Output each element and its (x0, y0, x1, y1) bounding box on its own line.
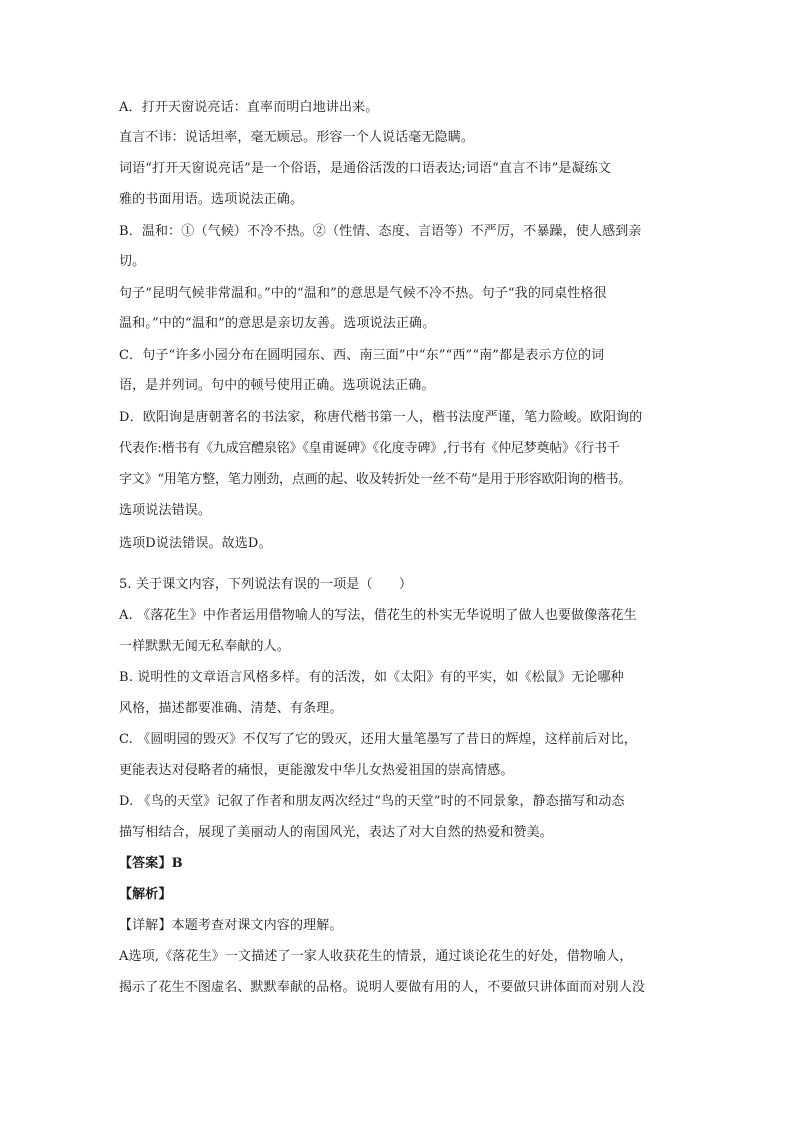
option-a: A. 《落花生》中作者运用借物喻人的写法，借花生的朴实无华说明了做人也要做像落花生 (119, 608, 637, 623)
text-line: 切。 (119, 254, 146, 269)
text-line: 选项D说法错误。故选D。 (119, 536, 272, 551)
text-line: 更能表达对侵略者的痛恨，更能激发中华儿女热爱祖国的崇高情感。 (119, 763, 514, 778)
text-line: A．打开天窗说亮话：直率而明白地讲出来。 (119, 100, 379, 115)
text-line: 描写相结合，展现了美丽动人的南国风光，表达了对大自然的热爱和赞美。 (119, 825, 553, 840)
text-line: 词语“打开天窗说亮话”是一个俗语，是通俗活泼的口语表达;词语“直言不讳”是凝练文 (119, 161, 611, 176)
text-line: D．欧阳询是唐朝著名的书法家，称唐代楷书第一人，楷书法度严谨，笔力险峻。欧阳询的 (119, 410, 643, 425)
text-line: B．温和：①（气候）不冷不热。②（性情、态度、言语等）不严厉，不暴躁，使人感到亲 (119, 224, 642, 239)
text-line: 代表作:楷书有《九成宫醴泉铭》《皇甫诞碑》《化度寺碑》,行书有《仲尼梦奠帖》《行书千 (119, 441, 620, 456)
text-line: 选项说法错误。 (119, 503, 212, 518)
question-stem: 5. 关于课文内容，下列说法有误的一项是（ ） (119, 577, 413, 592)
option-c: C. 《圆明园的毁灭》不仅写了它的毁灭，还用大量笔墨写了昔日的辉煌，这样前后对比， (119, 732, 637, 747)
text-line: A选项,《落花生》一文描述了一家人收获花生的情景，通过谈论花生的好处，借物喻人， (119, 949, 633, 964)
answer-label: 【答案】B (119, 856, 183, 871)
option-d: D. 《鸟的天堂》记叙了作者和朋友两次经过“鸟的天堂”时的不同景象，静态描写和动态 (119, 794, 625, 809)
text-line: 语，是并列词。句中的顿号使用正确。选项说法正确。 (119, 378, 435, 393)
text-line: 温和。”中的“温和”的意思是亲切友善。选项说法正确。 (119, 316, 436, 331)
text-line: 揭示了花生不图虚名、默默奉献的品格。说明人要做有用的人，不要做只讲体面而对别人没 (119, 980, 646, 995)
text-line: 雅的书面用语。选项说法正确。 (119, 192, 304, 207)
text-line: 风格，描述都要准确、清楚、有条理。 (119, 701, 343, 716)
option-b: B. 说明性的文章语言风格多样。有的活泼，如《太阳》有的平实，如《松鼠》无论哪种 (119, 670, 624, 685)
text-line: 句子“昆明气候非常温和。”中的“温和”的意思是气候不冷不热。句子“我的同桌性格很 (119, 286, 607, 301)
text-line: 字文》“用笔方整，笔力刚劲，点画的起、收及转折处一丝不苟”是用于形容欧阳询的楷书。 (119, 472, 632, 487)
text-line: C．句子“许多小园分布在圆明园东、西、南三面”中“东”“西”“南”都是表示方位的词 (119, 348, 605, 363)
detail-explanation: 【详解】本题考查对课文内容的理解。 (119, 918, 343, 933)
analysis-heading: 【解析】 (119, 887, 172, 902)
text-line: 一样默默无闻无私奉献的人。 (119, 639, 290, 654)
text-line: 直言不讳：说话坦率，毫无顾忌。形容一个人说话毫无隐瞒。 (119, 130, 475, 145)
